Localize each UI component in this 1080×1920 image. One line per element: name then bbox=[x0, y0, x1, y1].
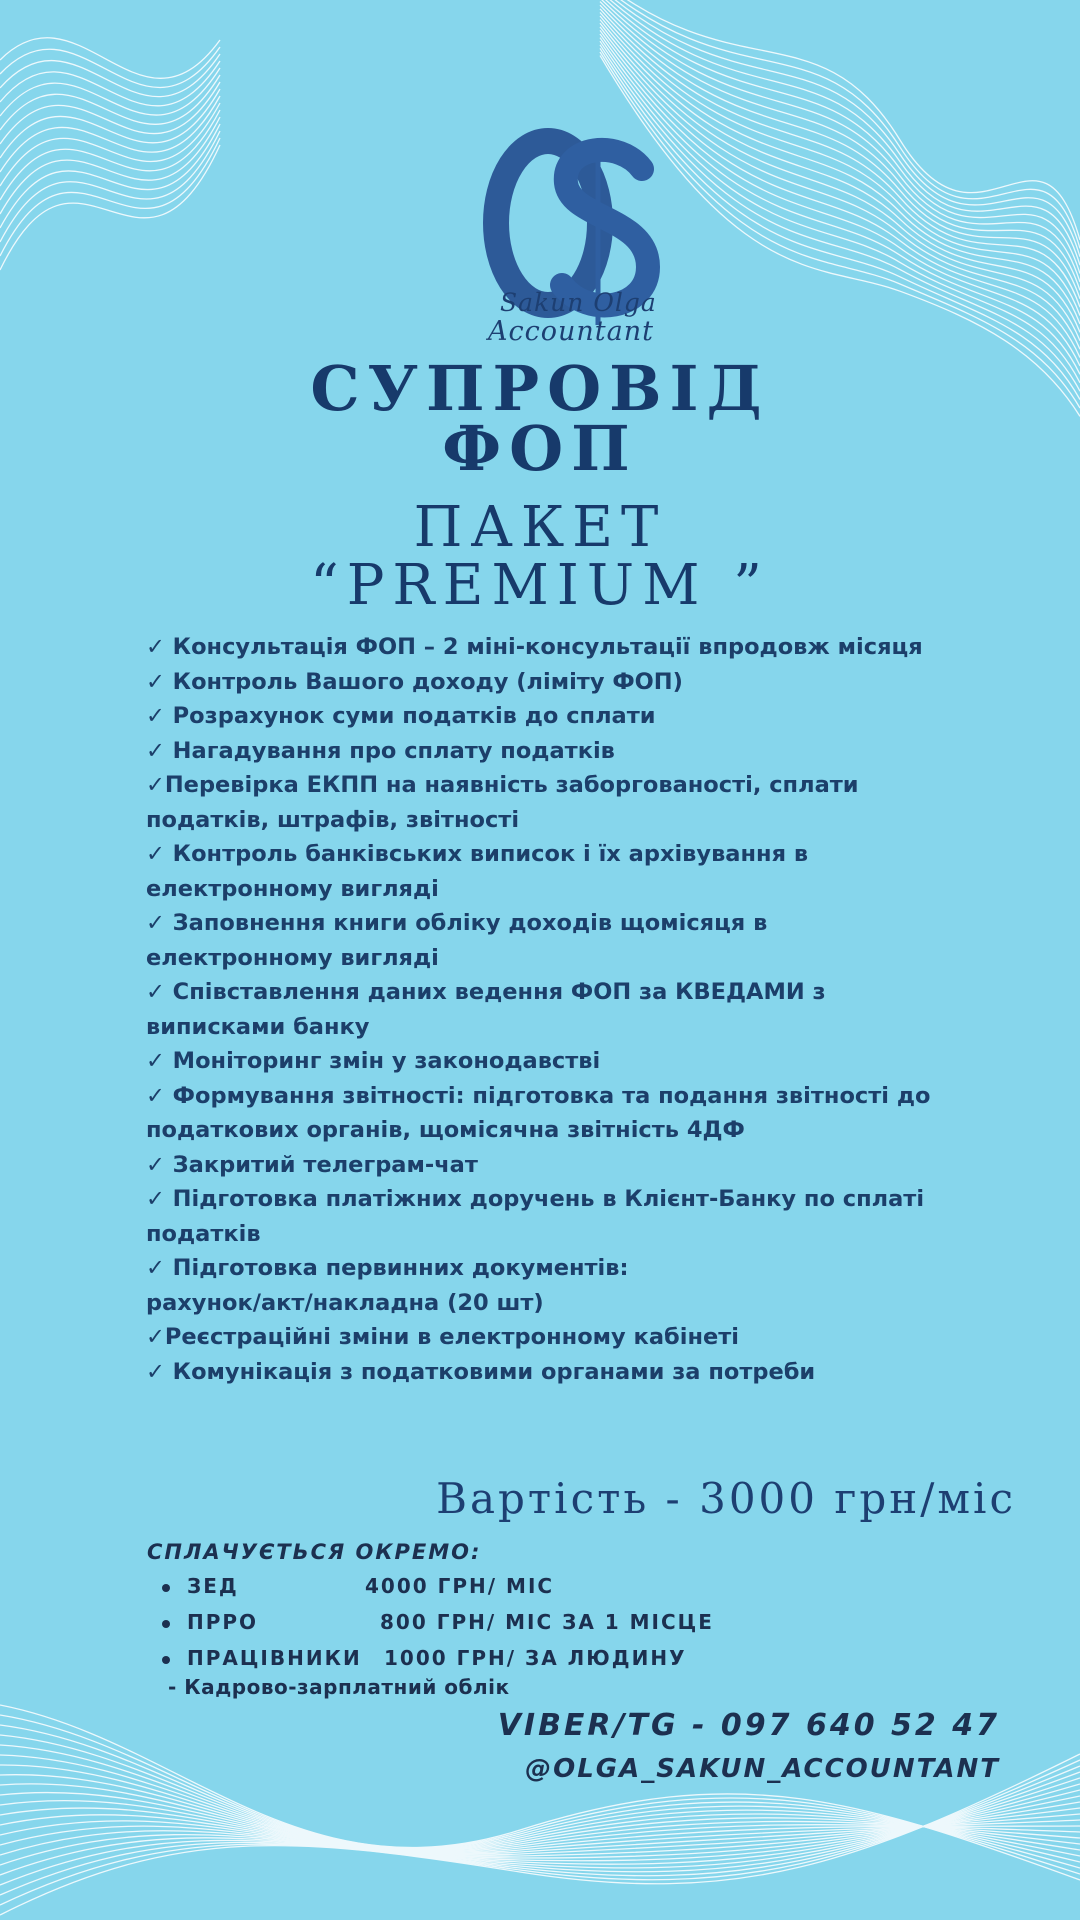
bullet-icon bbox=[162, 1656, 170, 1664]
contact-phone[interactable]: VIBER/TG - 097 640 52 47 bbox=[497, 1708, 1000, 1743]
extra-name: ПРРО bbox=[187, 1610, 259, 1634]
feature-line: податків bbox=[146, 1220, 261, 1247]
feature-line: ✓ Комунікація з податковими органами за потреби bbox=[146, 1358, 816, 1385]
feature-line: податкових органів, щомісячна звітність 4ДФ bbox=[146, 1117, 745, 1143]
feature-line: електронному вигляді bbox=[146, 944, 439, 971]
feature-line: ✓Реєстраційні зміни в електронному кабінеті bbox=[146, 1324, 739, 1350]
extra-value: 1000 ГРН/ ЗА ЛЮДИНУ bbox=[384, 1646, 687, 1670]
feature-line: виписками банку bbox=[146, 1013, 370, 1040]
feature-line: ✓ Закритий телеграм-чат bbox=[146, 1151, 478, 1178]
feature-line: ✓ Контроль Вашого доходу (ліміту ФОП) bbox=[146, 668, 683, 695]
extra-name: ЗЕД bbox=[187, 1574, 239, 1598]
extra-value: 800 ГРН/ МІС ЗА 1 МІСЦЕ bbox=[380, 1610, 714, 1634]
feature-line: електронному вигляді bbox=[146, 875, 439, 902]
features-list bbox=[146, 630, 1006, 1389]
feature-line: ✓ Моніторинг змін у законодавстві bbox=[146, 1048, 601, 1074]
extras-note: - Кадрово-зарплатний облік bbox=[168, 1675, 510, 1699]
feature-line: ✓ Консультація ФОП – 2 міні-консультації впродовж місяця bbox=[146, 634, 923, 660]
feature-line: ✓ Заповнення книги обліку доходів щомісяця в bbox=[146, 910, 768, 936]
bullet-icon bbox=[162, 1584, 170, 1592]
price-label: Вартість - 3000 грн/міс bbox=[436, 1474, 1016, 1523]
feature-line: ✓ Контроль банківських виписок і їх архівування в bbox=[146, 841, 809, 867]
feature-line: ✓ Підготовка платіжних доручень в Клієнт-Банку по сплаті bbox=[146, 1186, 925, 1212]
feature-line: ✓ Співставлення даних ведення ФОП за КВЕДАМИ з bbox=[146, 979, 826, 1005]
logo-name: Sakun Olga bbox=[500, 288, 657, 317]
feature-line: податків, штрафів, звітності bbox=[146, 806, 520, 833]
feature-line: ✓ Формування звітності: підготовка та подання звітності до bbox=[146, 1082, 931, 1109]
extra-value: 4000 ГРН/ МІС bbox=[365, 1574, 555, 1598]
feature-line: ✓ Розрахунок суми податків до сплати bbox=[146, 703, 656, 729]
title-line-1: СУПРОВІД bbox=[310, 352, 770, 425]
feature-line: рахунок/акт/накладна (20 шт) bbox=[146, 1289, 544, 1316]
feature-line: ✓Перевірка ЕКПП на наявність заборгованості, сплати bbox=[146, 772, 859, 798]
package-line-2: “PREMIUM ” bbox=[310, 553, 770, 618]
extra-name: ПРАЦІВНИКИ bbox=[187, 1646, 362, 1670]
title-line-2: ФОП bbox=[442, 412, 638, 485]
bullet-icon bbox=[162, 1620, 170, 1628]
feature-line: ✓ Підготовка первинних документів: bbox=[146, 1255, 629, 1281]
feature-line: ✓ Нагадування про сплату податків bbox=[146, 737, 615, 764]
logo-profession: Accountant bbox=[488, 316, 654, 347]
extras-title: СПЛАЧУЄТЬСЯ ОКРЕМО: bbox=[147, 1540, 482, 1564]
contact-handle[interactable]: @OLGA_SAKUN_ACCOUNTANT bbox=[525, 1754, 1000, 1784]
package-line-1: ПАКЕТ bbox=[413, 495, 667, 560]
